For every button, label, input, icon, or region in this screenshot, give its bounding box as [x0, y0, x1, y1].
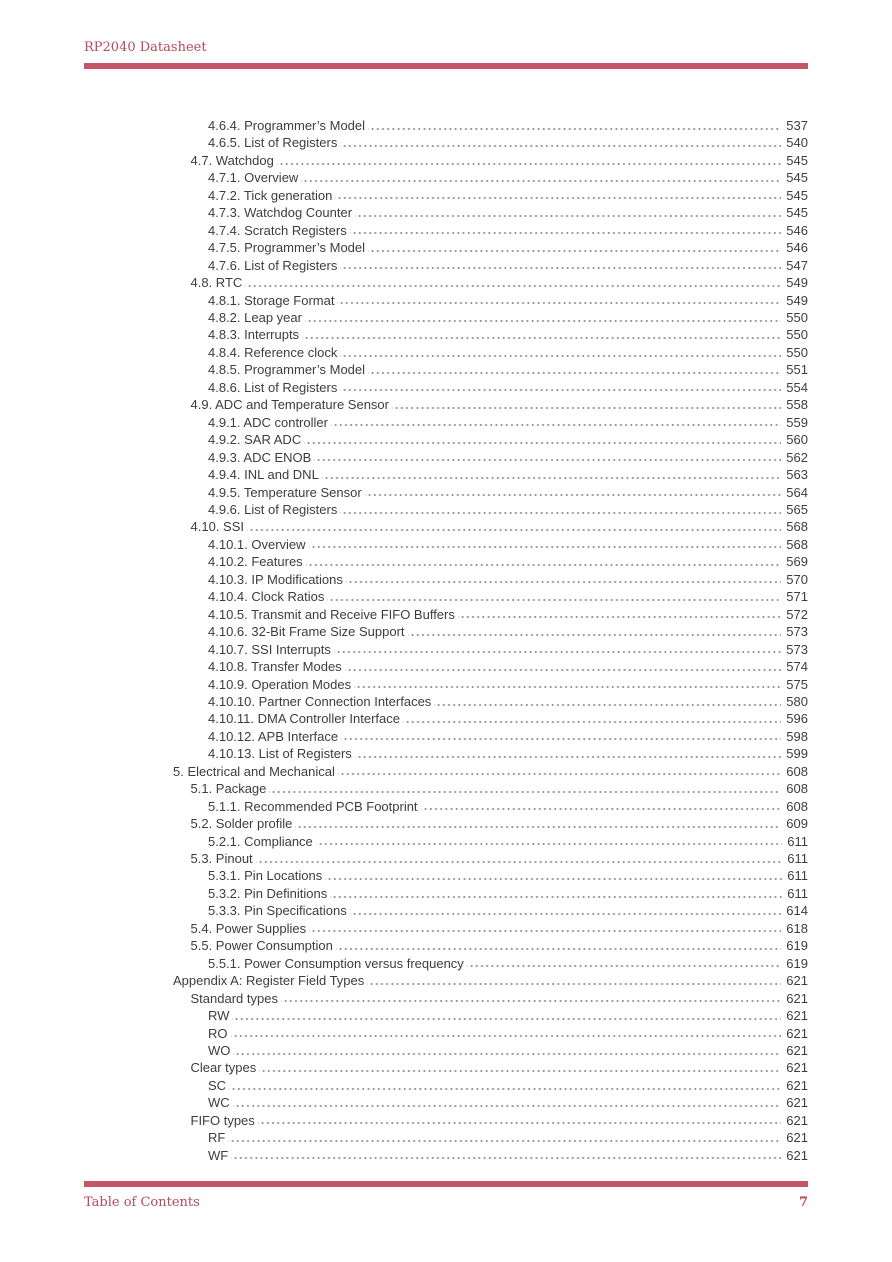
toc-entry-page-number: 551	[786, 362, 808, 378]
toc-entry-label: Standard types	[190, 990, 278, 1006]
toc-entry-label: 4.9.6. List of Registers	[208, 501, 338, 517]
toc-entry-page-number: 545	[786, 205, 808, 221]
toc-entry-page-number: 619	[786, 938, 808, 954]
toc-dot-leader	[335, 190, 781, 200]
toc-dot-leader	[338, 766, 781, 776]
toc-dot-leader	[259, 1062, 781, 1072]
toc-entry-page-number: 619	[786, 955, 808, 971]
toc-entry-label: 4.9.4. INL and DNL	[208, 467, 319, 483]
toc-entry-label: SC	[208, 1077, 227, 1093]
toc-entry[interactable]	[173, 921, 808, 938]
toc-entry-label: WC	[208, 1095, 230, 1111]
toc-entry-label: 5.2.1. Compliance	[208, 833, 313, 849]
toc-entry[interactable]	[173, 1026, 808, 1043]
toc-entry[interactable]	[173, 607, 808, 624]
toc-dot-leader	[458, 609, 781, 619]
toc-dot-leader	[322, 469, 781, 479]
toc-dot-leader	[434, 696, 781, 706]
toc-entry-label: 4.7.4. Scratch Registers	[208, 222, 347, 238]
toc-dot-leader	[350, 905, 782, 915]
toc-entry-page-number: 540	[786, 135, 808, 151]
toc-dot-leader	[340, 347, 781, 357]
toc-entry[interactable]	[173, 1008, 808, 1025]
toc-entry[interactable]	[173, 572, 808, 589]
toc-entry[interactable]	[173, 868, 808, 885]
toc-entry-page-number: 537	[786, 118, 808, 133]
toc-entry-page-number: 621	[786, 1060, 808, 1076]
toc-entry[interactable]	[173, 642, 808, 659]
toc-dot-leader	[337, 295, 781, 305]
toc-entry-label: 4.8.1. Storage Format	[208, 292, 335, 308]
toc-dot-leader	[403, 713, 781, 723]
toc-entry[interactable]	[173, 973, 808, 990]
toc-dot-leader	[421, 801, 782, 811]
toc-entry[interactable]	[173, 223, 808, 240]
toc-entry-label: 5.3. Pinout	[190, 851, 253, 867]
toc-dot-leader	[365, 487, 782, 497]
toc-entry-page-number: 608	[786, 781, 808, 797]
toc-entry-page-number: 550	[786, 309, 808, 325]
toc-entry-label: RW	[208, 1008, 230, 1024]
toc-entry-label: 4.7.1. Overview	[208, 170, 299, 186]
toc-entry[interactable]	[173, 1060, 808, 1077]
toc-entry[interactable]	[173, 991, 808, 1008]
toc-entry-page-number: 573	[786, 624, 808, 640]
toc-entry-label: 4.9. ADC and Temperature Sensor	[190, 397, 389, 413]
toc-entry-label: 4.10.6. 32-Bit Frame Size Support	[208, 624, 405, 640]
toc-entry[interactable]	[173, 153, 808, 170]
toc-entry[interactable]	[173, 1130, 808, 1147]
page-header-title: RP2040 Datasheet	[84, 40, 207, 55]
toc-entry[interactable]	[173, 188, 808, 205]
toc-entry-page-number: 621	[786, 1095, 808, 1111]
toc-dot-leader	[256, 853, 783, 863]
toc-entry[interactable]	[173, 624, 808, 641]
toc-dot-leader	[341, 731, 781, 741]
toc-dot-leader	[277, 155, 781, 165]
toc-entry-label: 4.7.2. Tick generation	[208, 187, 333, 203]
toc-entry-label: 4.10.13. List of Registers	[208, 746, 352, 762]
toc-entry-label: 4.10.12. APB Interface	[208, 728, 339, 744]
toc-entry-label: 5.3.3. Pin Specifications	[208, 903, 347, 919]
toc-entry-page-number: 560	[786, 432, 808, 448]
toc-entry-label: FIFO types	[190, 1112, 255, 1128]
toc-entry-label: 5.1. Package	[190, 781, 267, 797]
toc-entry[interactable]	[173, 362, 808, 379]
toc-entry-label: 5.5.1. Power Consumption versus frequency	[208, 955, 464, 971]
toc-entry-label: 4.7.5. Programmer’s Model	[208, 240, 366, 256]
toc-dot-leader	[368, 364, 781, 374]
toc-entry[interactable]	[173, 677, 808, 694]
toc-entry-page-number: 611	[787, 868, 808, 884]
toc-entry-page-number: 611	[787, 885, 808, 901]
toc-entry-page-number: 598	[786, 728, 808, 744]
toc-entry-page-number: 545	[786, 170, 808, 186]
toc-entry[interactable]	[173, 851, 808, 868]
toc-entry[interactable]	[173, 310, 808, 327]
toc-entry-label: 4.6.5. List of Registers	[208, 135, 338, 151]
toc-entry-label: 5.5. Power Consumption	[190, 938, 333, 954]
toc-entry-page-number: 596	[786, 711, 808, 727]
toc-dot-leader	[408, 626, 782, 636]
toc-entry[interactable]	[173, 729, 808, 746]
toc-entry[interactable]	[173, 519, 808, 536]
toc-entry-page-number: 550	[786, 344, 808, 360]
toc-entry[interactable]	[173, 327, 808, 344]
toc-entry[interactable]	[173, 502, 808, 519]
toc-entry-label: 4.7.3. Watchdog Counter	[208, 205, 353, 221]
toc-dot-leader	[314, 452, 781, 462]
toc-entry-page-number: 621	[786, 1112, 808, 1128]
toc-entry[interactable]	[173, 746, 808, 763]
toc-entry-label: 4.8. RTC	[190, 275, 243, 291]
toc-entry-label: 4.10.11. DMA Controller Interface	[208, 711, 400, 727]
toc-entry-page-number: 574	[786, 659, 808, 675]
toc-entry-page-number: 546	[786, 222, 808, 238]
toc-dot-leader	[231, 1150, 781, 1160]
toc-entry[interactable]	[173, 799, 808, 816]
toc-entry-page-number: 621	[786, 990, 808, 1006]
toc-entry-page-number: 564	[786, 484, 808, 500]
toc-entry[interactable]	[173, 240, 808, 257]
toc-entry-page-number: 563	[786, 467, 808, 483]
toc-dot-leader	[331, 417, 781, 427]
toc-dot-leader	[305, 312, 781, 322]
toc-dot-leader	[467, 958, 781, 968]
toc-entry-page-number: 611	[787, 851, 808, 867]
toc-dot-leader	[350, 225, 782, 235]
toc-dot-leader	[336, 940, 781, 950]
toc-entry-label: 4.8.3. Interrupts	[208, 327, 300, 343]
toc-dot-leader	[340, 382, 781, 392]
toc-entry-page-number: 609	[786, 816, 808, 832]
toc-dot-leader	[368, 242, 781, 252]
toc-entry[interactable]	[173, 659, 808, 676]
toc-entry-page-number: 573	[786, 641, 808, 657]
toc-entry-page-number: 568	[786, 536, 808, 552]
toc-entry-page-number: 550	[786, 327, 808, 343]
table-of-contents	[173, 118, 808, 1165]
toc-entry[interactable]	[173, 834, 808, 851]
toc-entry[interactable]	[173, 1113, 808, 1130]
toc-entry-page-number: 621	[786, 1147, 808, 1163]
toc-dot-leader	[306, 556, 782, 566]
toc-dot-leader	[232, 1010, 781, 1020]
toc-dot-leader	[233, 1097, 782, 1107]
toc-entry-page-number: 571	[786, 589, 808, 605]
toc-entry[interactable]	[173, 764, 808, 781]
toc-dot-leader	[228, 1132, 781, 1142]
toc-entry-page-number: 565	[786, 501, 808, 517]
toc-entry[interactable]	[173, 293, 808, 310]
toc-dot-leader	[281, 993, 781, 1003]
toc-entry-label: 5.1.1. Recommended PCB Footprint	[208, 798, 418, 814]
toc-entry-label: Appendix A: Register Field Types	[173, 973, 365, 989]
toc-entry-label: 4.10.5. Transmit and Receive FIFO Buffers	[208, 606, 455, 622]
toc-dot-leader	[269, 783, 781, 793]
toc-entry[interactable]	[173, 258, 808, 275]
toc-entry[interactable]	[173, 711, 808, 728]
toc-dot-leader	[367, 975, 781, 985]
toc-entry-label: 4.10.3. IP Modifications	[208, 571, 343, 587]
toc-entry-page-number: 618	[786, 920, 808, 936]
toc-dot-leader	[340, 504, 781, 514]
toc-entry-page-number: 611	[787, 833, 808, 849]
toc-entry[interactable]	[173, 537, 808, 554]
toc-entry-page-number: 549	[786, 275, 808, 291]
toc-dot-leader	[325, 870, 782, 880]
toc-entry-label: WO	[208, 1043, 231, 1059]
toc-entry-label: Clear types	[190, 1060, 257, 1076]
toc-entry-label: 4.6.4. Programmer’s Model	[208, 118, 366, 133]
toc-entry-label: 4.10.4. Clock Ratios	[208, 589, 325, 605]
toc-entry[interactable]	[173, 450, 808, 467]
toc-entry-label: 4.10.9. Operation Modes	[208, 676, 352, 692]
toc-entry[interactable]	[173, 694, 808, 711]
toc-entry[interactable]	[173, 380, 808, 397]
toc-dot-leader	[233, 1045, 781, 1055]
toc-entry-page-number: 621	[786, 1043, 808, 1059]
toc-dot-leader	[327, 591, 781, 601]
toc-dot-leader	[316, 836, 782, 846]
toc-entry-label: 4.10.10. Partner Connection Interfaces	[208, 693, 432, 709]
toc-dot-leader	[245, 277, 781, 287]
toc-entry-label: 4.7. Watchdog	[190, 152, 274, 168]
toc-entry[interactable]	[173, 1095, 808, 1112]
toc-entry-label: 4.10.1. Overview	[208, 536, 306, 552]
toc-dot-leader	[301, 172, 781, 182]
toc-dot-leader	[247, 521, 781, 531]
toc-entry-page-number: 570	[786, 571, 808, 587]
toc-dot-leader	[354, 679, 781, 689]
toc-entry[interactable]	[173, 118, 808, 135]
footer-page-number: 7	[798, 1195, 808, 1210]
toc-entry-label: 5.2. Solder profile	[190, 816, 293, 832]
toc-entry[interactable]	[173, 205, 808, 222]
toc-entry[interactable]	[173, 1043, 808, 1060]
toc-entry[interactable]	[173, 135, 808, 152]
toc-entry-page-number: 545	[786, 187, 808, 203]
toc-entry[interactable]	[173, 938, 808, 955]
toc-entry[interactable]	[173, 886, 808, 903]
footer-section-label: Table of Contents	[84, 1195, 200, 1210]
toc-entry-label: 5.3.2. Pin Definitions	[208, 885, 328, 901]
toc-entry[interactable]	[173, 956, 808, 973]
toc-entry-page-number: 546	[786, 240, 808, 256]
toc-entry-label: RO	[208, 1025, 228, 1041]
toc-entry[interactable]	[173, 170, 808, 187]
toc-dot-leader	[340, 137, 781, 147]
toc-entry-label: 4.9.3. ADC ENOB	[208, 449, 312, 465]
toc-dot-leader	[309, 539, 782, 549]
toc-entry-page-number: 568	[786, 519, 808, 535]
toc-entry-page-number: 554	[786, 379, 808, 395]
toc-entry-page-number: 559	[786, 414, 808, 430]
toc-entry-label: 4.10.8. Transfer Modes	[208, 659, 342, 675]
toc-entry[interactable]	[173, 345, 808, 362]
toc-dot-leader	[229, 1080, 781, 1090]
toc-entry-page-number: 608	[786, 763, 808, 779]
toc-entry-page-number: 547	[786, 257, 808, 273]
toc-dot-leader	[334, 644, 781, 654]
toc-entry-label: 4.8.6. List of Registers	[208, 379, 338, 395]
toc-entry[interactable]	[173, 485, 808, 502]
toc-entry-label: 4.8.2. Leap year	[208, 309, 302, 325]
toc-entry[interactable]	[173, 432, 808, 449]
toc-dot-leader	[258, 1115, 782, 1125]
toc-entry-page-number: 549	[786, 292, 808, 308]
toc-entry[interactable]	[173, 816, 808, 833]
toc-entry-page-number: 621	[786, 1008, 808, 1024]
toc-entry-page-number: 608	[786, 798, 808, 814]
toc-entry[interactable]	[173, 275, 808, 292]
toc-dot-leader	[309, 923, 781, 933]
toc-entry-label: 4.7.6. List of Registers	[208, 257, 338, 273]
toc-entry-page-number: 580	[786, 693, 808, 709]
toc-dot-leader	[295, 818, 781, 828]
toc-dot-leader	[355, 207, 781, 217]
toc-entry-label: 4.9.5. Temperature Sensor	[208, 484, 362, 500]
toc-entry-label: RF	[208, 1130, 226, 1146]
toc-entry-label: 4.9.1. ADC controller	[208, 414, 328, 430]
footer-rule	[84, 1181, 808, 1187]
toc-dot-leader	[304, 434, 781, 444]
toc-entry-label: 4.8.5. Programmer’s Model	[208, 362, 366, 378]
toc-entry-label: 4.10.7. SSI Interrupts	[208, 641, 331, 657]
toc-entry[interactable]	[173, 397, 808, 414]
toc-entry-page-number: 572	[786, 606, 808, 622]
toc-entry-page-number: 621	[786, 1025, 808, 1041]
toc-entry-page-number: 569	[786, 554, 808, 570]
toc-dot-leader	[302, 329, 781, 339]
toc-dot-leader	[345, 661, 782, 671]
toc-entry-label: 4.8.4. Reference clock	[208, 344, 338, 360]
toc-entry[interactable]	[173, 781, 808, 798]
toc-entry-label: 5.3.1. Pin Locations	[208, 868, 323, 884]
toc-entry-label: 4.10.2. Features	[208, 554, 303, 570]
toc-dot-leader	[330, 888, 782, 898]
toc-entry-page-number: 558	[786, 397, 808, 413]
toc-entry-page-number: 562	[786, 449, 808, 465]
toc-dot-leader	[340, 260, 781, 270]
header-rule	[84, 63, 808, 69]
toc-entry[interactable]	[173, 554, 808, 571]
toc-entry-label: 5.4. Power Supplies	[190, 920, 307, 936]
toc-entry-page-number: 599	[786, 746, 808, 762]
toc-entry[interactable]	[173, 903, 808, 920]
toc-dot-leader	[346, 574, 781, 584]
toc-entry-label: 5. Electrical and Mechanical	[173, 763, 335, 779]
toc-entry-label: WF	[208, 1147, 229, 1163]
toc-entry-page-number: 621	[786, 1077, 808, 1093]
toc-dot-leader	[231, 1028, 782, 1038]
toc-entry-page-number: 614	[786, 903, 808, 919]
toc-entry[interactable]	[173, 1078, 808, 1095]
toc-entry-page-number: 621	[786, 1130, 808, 1146]
toc-entry[interactable]	[173, 589, 808, 606]
toc-entry-page-number: 621	[786, 973, 808, 989]
toc-entry[interactable]	[173, 1148, 808, 1165]
toc-entry-page-number: 575	[786, 676, 808, 692]
toc-dot-leader	[355, 748, 781, 758]
toc-dot-leader	[392, 399, 781, 409]
toc-entry[interactable]	[173, 467, 808, 484]
toc-entry[interactable]	[173, 415, 808, 432]
toc-entry-page-number: 545	[786, 152, 808, 168]
toc-entry-label: 4.10. SSI	[190, 519, 244, 535]
toc-dot-leader	[368, 120, 781, 130]
toc-entry-label: 4.9.2. SAR ADC	[208, 432, 302, 448]
